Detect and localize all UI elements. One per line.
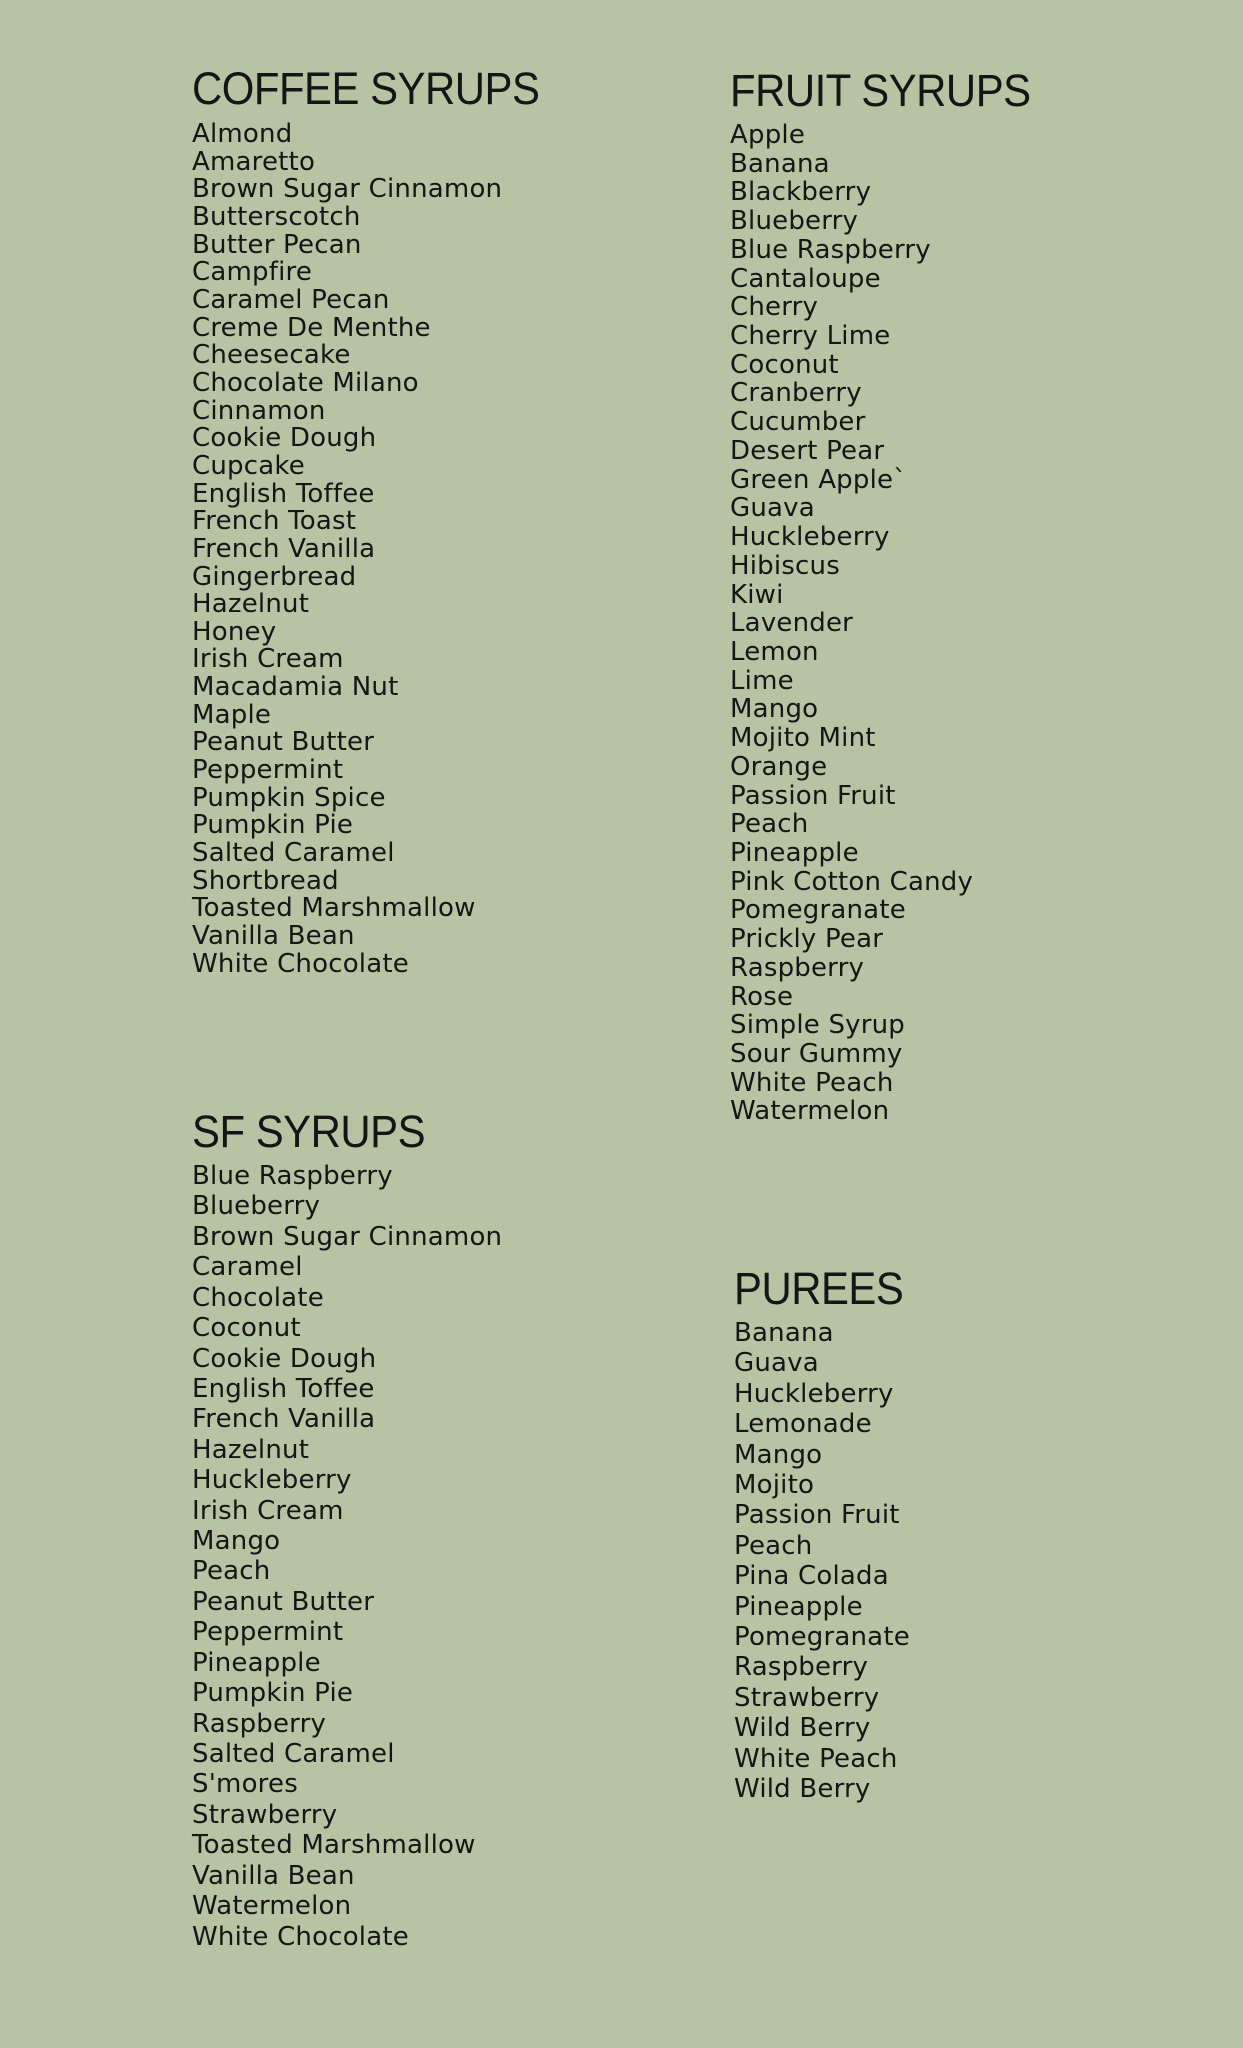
list-item: Almond bbox=[192, 119, 293, 149]
list-item: Lavender bbox=[730, 608, 854, 639]
list-item: Cheesecake bbox=[192, 340, 351, 371]
list-item: French Vanilla bbox=[192, 533, 376, 564]
list-item: Hazelnut bbox=[192, 589, 310, 620]
list-item: Blackberry bbox=[730, 177, 872, 208]
list-item: Shortbread bbox=[192, 865, 339, 896]
purees-heading: PUREES bbox=[734, 1263, 904, 1314]
list-item: Peanut Butter bbox=[192, 727, 375, 758]
list-item: Peppermint bbox=[192, 755, 344, 786]
list-item: Simple Syrup bbox=[730, 1010, 906, 1041]
list-item: Gingerbread bbox=[192, 561, 357, 592]
list-item: Pineapple bbox=[734, 1591, 863, 1622]
list-item: Toasted Marshmallow bbox=[192, 1830, 476, 1861]
list-item: Banana bbox=[730, 148, 830, 179]
coffee-syrups-heading: COFFEE SYRUPS bbox=[192, 63, 540, 114]
list-item: Honey bbox=[192, 616, 277, 647]
list-item: Cherry Lime bbox=[730, 321, 891, 352]
list-item: Cinnamon bbox=[192, 395, 326, 426]
list-item: Caramel bbox=[192, 1252, 303, 1283]
coffee-syrups-list bbox=[192, 121, 566, 978]
list-item: Kiwi bbox=[730, 579, 784, 610]
list-item: French Vanilla bbox=[192, 1404, 376, 1435]
list-item: Mango bbox=[730, 694, 819, 725]
list-item: Cookie Dough bbox=[192, 1343, 377, 1374]
list-item: Lime bbox=[730, 665, 794, 696]
list-item: White Chocolate bbox=[192, 1921, 409, 1952]
sf-syrups-section bbox=[192, 1107, 502, 1952]
list-item: English Toffee bbox=[192, 1373, 375, 1404]
list-item: English Toffee bbox=[192, 478, 375, 509]
list-item: Hazelnut bbox=[192, 1434, 310, 1465]
list-item: Pumpkin Pie bbox=[192, 810, 354, 841]
list-item: Amaretto bbox=[192, 146, 316, 177]
list-item: Peanut Butter bbox=[192, 1586, 375, 1617]
list-item: Pineapple bbox=[192, 1647, 321, 1678]
list-item: Passion Fruit bbox=[730, 780, 896, 811]
list-item: Butterscotch bbox=[192, 201, 361, 232]
list-item: Mojito Mint bbox=[730, 723, 876, 754]
list-item: Strawberry bbox=[734, 1682, 880, 1713]
list-item: Watermelon bbox=[192, 1891, 352, 1922]
list-item: Peach bbox=[734, 1530, 813, 1561]
list-item: Watermelon bbox=[730, 1096, 890, 1127]
list-item: Cherry bbox=[730, 292, 819, 323]
list-item: Coconut bbox=[730, 349, 839, 380]
fruit-syrups-section bbox=[730, 66, 1053, 1126]
list-item: Pomegranate bbox=[730, 895, 906, 926]
list-item: Irish Cream bbox=[192, 1495, 344, 1526]
list-item: Brown Sugar Cinnamon bbox=[192, 174, 503, 205]
list-item: Blue Raspberry bbox=[192, 1161, 393, 1191]
list-item: Salted Caramel bbox=[192, 1739, 395, 1770]
list-item: White Peach bbox=[730, 1067, 894, 1098]
list-item: Vanilla Bean bbox=[192, 1860, 355, 1891]
list-item: Pina Colada bbox=[734, 1561, 889, 1592]
list-item: White Peach bbox=[734, 1743, 898, 1774]
list-item: Peach bbox=[192, 1556, 271, 1587]
list-item: Rose bbox=[730, 981, 794, 1012]
list-item: Passion Fruit bbox=[734, 1500, 900, 1531]
list-item: Banana bbox=[734, 1318, 834, 1348]
list-item: S'mores bbox=[192, 1769, 298, 1800]
list-item: Campfire bbox=[192, 257, 313, 288]
list-item: Pumpkin Spice bbox=[192, 782, 386, 813]
coffee-syrups-section bbox=[192, 64, 566, 978]
list-item: Blue Raspberry bbox=[730, 234, 931, 265]
list-item: Orange bbox=[730, 751, 828, 782]
list-item: Vanilla Bean bbox=[192, 921, 355, 952]
list-item: Creme De Menthe bbox=[192, 312, 431, 343]
list-item: Cookie Dough bbox=[192, 423, 377, 454]
list-item: Lemon bbox=[730, 636, 819, 667]
fruit-syrups-heading: FRUIT SYRUPS bbox=[730, 65, 1031, 116]
sf-syrups-list bbox=[192, 1161, 502, 1952]
list-item: Toasted Marshmallow bbox=[192, 893, 476, 924]
list-item: Chocolate Milano bbox=[192, 367, 419, 398]
purees-section bbox=[734, 1264, 916, 1805]
list-item: Mojito bbox=[734, 1470, 815, 1501]
list-item: Huckleberry bbox=[730, 522, 890, 553]
list-item: Mango bbox=[192, 1526, 281, 1557]
list-item: Strawberry bbox=[192, 1799, 338, 1830]
list-item: Sour Gummy bbox=[730, 1039, 903, 1069]
list-item: Macadamia Nut bbox=[192, 672, 399, 703]
list-item: Cupcake bbox=[192, 450, 305, 481]
list-item: Blueberry bbox=[730, 206, 859, 237]
list-item: Butter Pecan bbox=[192, 229, 362, 260]
list-item: Caramel Pecan bbox=[192, 284, 390, 315]
list-item: Raspberry bbox=[730, 952, 865, 983]
list-item: Pumpkin Pie bbox=[192, 1678, 354, 1709]
list-item: Wild Berry bbox=[734, 1713, 871, 1744]
list-item: Guava bbox=[734, 1348, 819, 1379]
list-item: Raspberry bbox=[192, 1708, 327, 1739]
list-item: Hibiscus bbox=[730, 550, 840, 581]
list-item: Pineapple bbox=[730, 837, 859, 868]
list-item: Coconut bbox=[192, 1313, 301, 1344]
list-item: Chocolate bbox=[192, 1282, 324, 1313]
list-item: Cucumber bbox=[730, 407, 866, 438]
list-item: Blueberry bbox=[192, 1191, 321, 1222]
list-item: Pomegranate bbox=[734, 1622, 910, 1653]
list-item: White Chocolate bbox=[192, 948, 409, 979]
list-item: Wild Berry bbox=[734, 1774, 871, 1805]
list-item: Irish Cream bbox=[192, 644, 344, 675]
list-item: Maple bbox=[192, 699, 272, 730]
list-item: Peach bbox=[730, 809, 809, 840]
sf-syrups-heading: SF SYRUPS bbox=[192, 1106, 426, 1157]
list-item: Mango bbox=[734, 1439, 823, 1470]
purees-list bbox=[734, 1318, 916, 1805]
list-item: Raspberry bbox=[734, 1652, 869, 1683]
list-item: Pink Cotton Candy bbox=[730, 866, 974, 897]
list-item: Lemonade bbox=[734, 1409, 872, 1440]
list-item: Salted Caramel bbox=[192, 838, 395, 869]
list-item: Brown Sugar Cinnamon bbox=[192, 1221, 503, 1252]
fruit-syrups-list bbox=[730, 121, 1053, 1126]
list-item: Green Apple` bbox=[730, 464, 907, 495]
list-item: Peppermint bbox=[192, 1617, 344, 1648]
list-item: Desert Pear bbox=[730, 435, 885, 466]
list-item: Cantaloupe bbox=[730, 263, 881, 294]
list-item: Guava bbox=[730, 493, 815, 524]
list-item: Huckleberry bbox=[734, 1378, 894, 1409]
list-item: Prickly Pear bbox=[730, 924, 884, 955]
list-item: French Toast bbox=[192, 506, 357, 537]
list-item: Cranberry bbox=[730, 378, 862, 409]
list-item: Apple bbox=[730, 120, 806, 150]
list-item: Huckleberry bbox=[192, 1465, 352, 1496]
